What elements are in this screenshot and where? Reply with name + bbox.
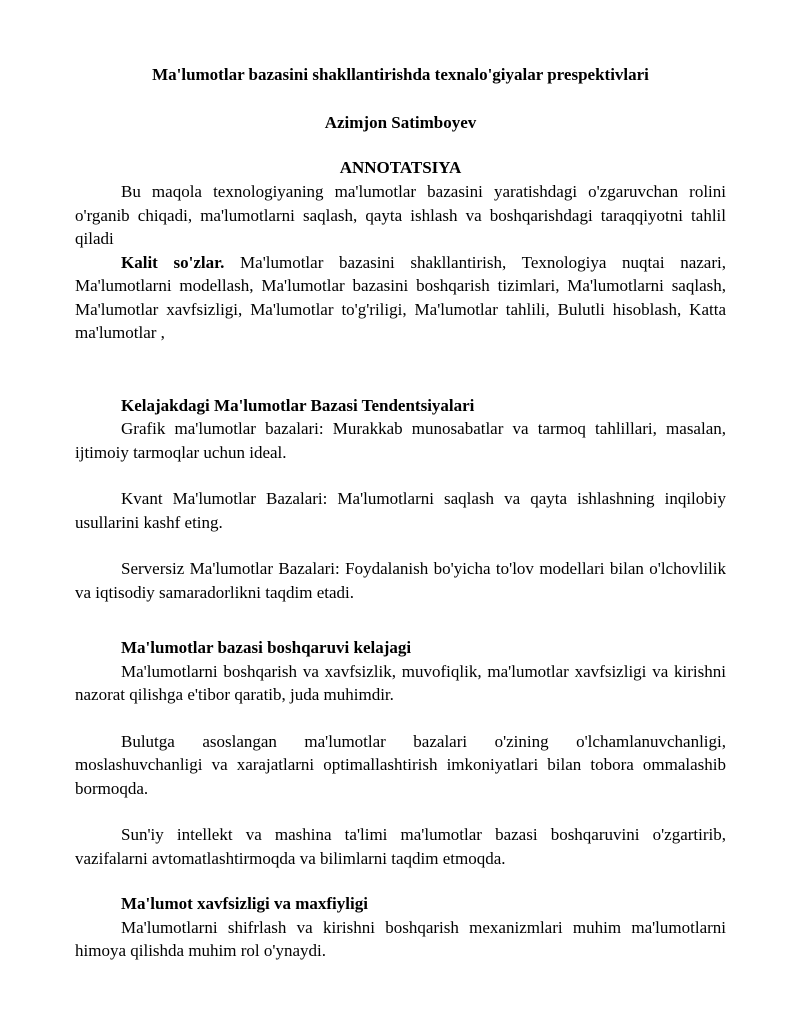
paragraph-encryption: Ma'lumotlarni shifrlash va kirishni boshqarish mexanizmlari muhim ma'lumotlarni himoya qilishda muhim rol o'ynaydi. <box>75 917 726 960</box>
section-heading-security-privacy: Ma'lumot xavfsizligi va maxfiyligi <box>121 894 368 913</box>
spacer <box>75 707 726 730</box>
spacer <box>75 464 726 487</box>
keywords-text: Ma'lumotlar bazasini shakllantirish, Texnologiya nuqtai nazari, Ma'lumotlarni modellash, Ma'lumotlar bazasini boshqarish tizimlari, Ma'lumotlarni saqlash, Ma'lumotlar xavfsizligi, Ma'lumotlar to'g'riligi, Ma'lumotlar tahlili, Bulutli hisoblash, Katta ma'lumotlar , <box>75 252 726 342</box>
annotation-heading: ANNOTATSIYA <box>339 158 462 177</box>
spacer <box>75 800 726 823</box>
spacer <box>75 345 726 394</box>
author-name: Azimjon Satimboyev <box>324 113 477 132</box>
keywords-label: Kalit so'zlar. <box>121 252 225 272</box>
section-heading-db-management-future: Ma'lumotlar bazasi boshqaruvi kelajagi <box>121 638 412 657</box>
paragraph-quantum-databases: Kvant Ma'lumotlar Bazalari: Ma'lumotlarni saqlash va qayta ishlashning inqilobiy usullarini kashf eting. <box>75 489 726 532</box>
section-heading-future-trends: Kelajakdagi Ma'lumotlar Bazasi Tendentsiyalari <box>121 395 475 415</box>
paragraph-ai-ml: Sun'iy intellekt va mashina ta'limi ma'lumotlar bazasi boshqaruvini o'zgartirib, vazifalarni avtomatlashtirmoqda va bilimlarni taqdim etmoqda. <box>75 825 726 868</box>
paragraph-serverless-databases: Serversiz Ma'lumotlar Bazalari: Foydalanish bo'yicha to'lov modellari bilan o'lchovlilik va iqtisodiy samaradorlikni taqdim etadi. <box>75 559 726 602</box>
document-page <box>75 58 726 963</box>
keywords-paragraph <box>75 251 726 345</box>
paragraph-cloud-databases: Bulutga asoslangan ma'lumotlar bazalari o'zining o'lchamlanuvchanligi, moslashuvchanligi va xarajatlarni optimallashtirish imkoniyatlari bilan tobora ommalashib bormoqda. <box>75 731 726 798</box>
paragraph-graph-databases: Grafik ma'lumotlar bazalari: Murakkab munosabatlar va tarmoq tahlillari, masalan, ijtimoiy tarmoqlar uchun ideal. <box>75 419 726 462</box>
spacer <box>75 534 726 557</box>
paragraph-data-governance: Ma'lumotlarni boshqarish va xavfsizlik, muvofiqlik, ma'lumotlar xavfsizligi va kirishni nazorat qilishga e'tibor qaratib, juda muhimdir. <box>75 661 726 704</box>
spacer <box>75 870 726 892</box>
document-title: Ma'lumotlar bazasini shakllantirishda texnalo'giyalar prespektivlari <box>152 65 649 84</box>
spacer <box>75 604 726 636</box>
annotation-text: Bu maqola texnologiyaning ma'lumotlar bazasini yaratishdagi o'zgaruvchan rolini o'rganib chiqadi, ma'lumotlarni saqlash, qayta ishlash va boshqarishdagi taraqqiyotni tahlil qiladi <box>75 182 726 248</box>
